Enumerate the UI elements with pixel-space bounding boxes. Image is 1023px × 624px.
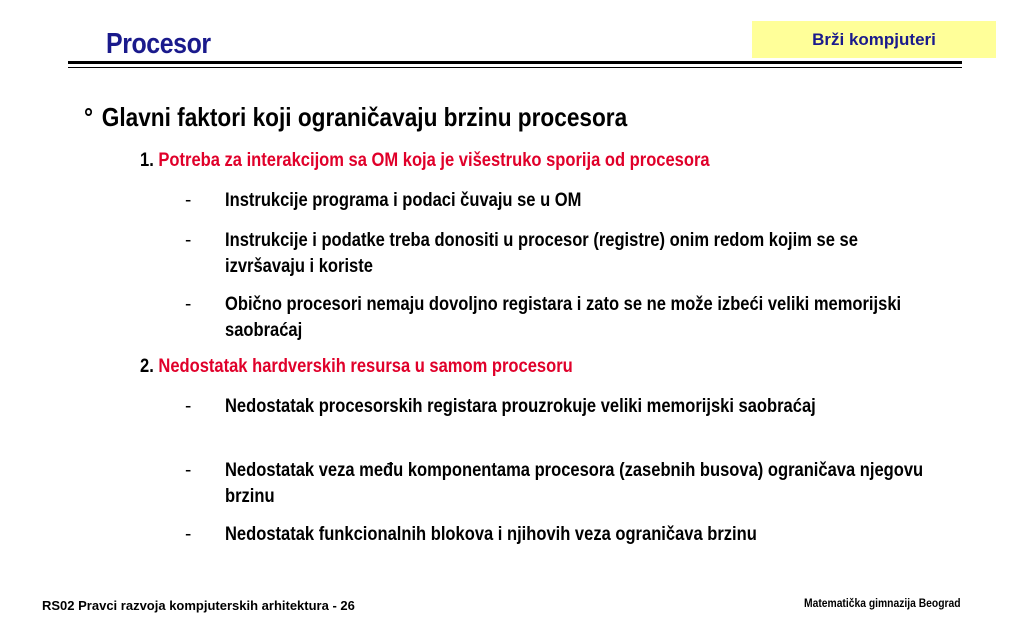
section-1-title: [140, 150, 710, 172]
section-title-text: Nedostatak hardverskih resursa u samom procesoru: [158, 356, 573, 377]
section-2-title: [140, 356, 573, 378]
list-item-text: Obično procesori nemaju dovoljno registara i zato se ne može izbeći veliki memorijski saobraćaj: [225, 294, 902, 341]
list-item-text: Nedostatak veza među komponentama procesora (zasebnih busova) ograničava njegovu brzinu: [225, 460, 924, 507]
slide-title: Procesor: [106, 28, 211, 60]
section-number: 1.: [140, 150, 154, 171]
list-item-text: Instrukcije programa i podaci čuvaju se u OM: [225, 190, 582, 211]
list-item-text: Nedostatak funkcionalnih blokova i njihovih veza ograničava brzinu: [225, 524, 757, 545]
footer-course-page: RS02 Pravci razvoja kompjuterskih arhitektura - 26: [42, 598, 355, 613]
dash-bullet: -: [185, 294, 192, 315]
title-rule-thick: [68, 61, 962, 64]
dash-bullet: -: [185, 524, 192, 545]
dash-bullet: -: [185, 460, 192, 481]
section-number: 2.: [140, 356, 154, 377]
footer-school: Matematička gimnazija Beograd: [804, 596, 961, 610]
main-heading: [84, 102, 627, 133]
section-title-text: Potreba za interakcijom sa OM koja je višestruko sporija od procesora: [158, 150, 710, 171]
title-rule-thin: [68, 67, 962, 68]
dash-bullet: -: [185, 190, 192, 211]
list-item-text: Instrukcije i podatke treba donositi u procesor (registre) onim redom kojim se se izvršavaju i koriste: [225, 230, 858, 277]
heading-bullet: °: [84, 102, 94, 132]
heading-text: Glavni faktori koji ograničavaju brzinu procesora: [101, 102, 628, 132]
dash-bullet: -: [185, 396, 192, 417]
dash-bullet: -: [185, 230, 192, 251]
topic-badge: Brži kompjuteri: [752, 21, 996, 58]
list-item-text: Nedostatak procesorskih registara prouzrokuje veliki memorijski saobraćaj: [225, 396, 816, 417]
